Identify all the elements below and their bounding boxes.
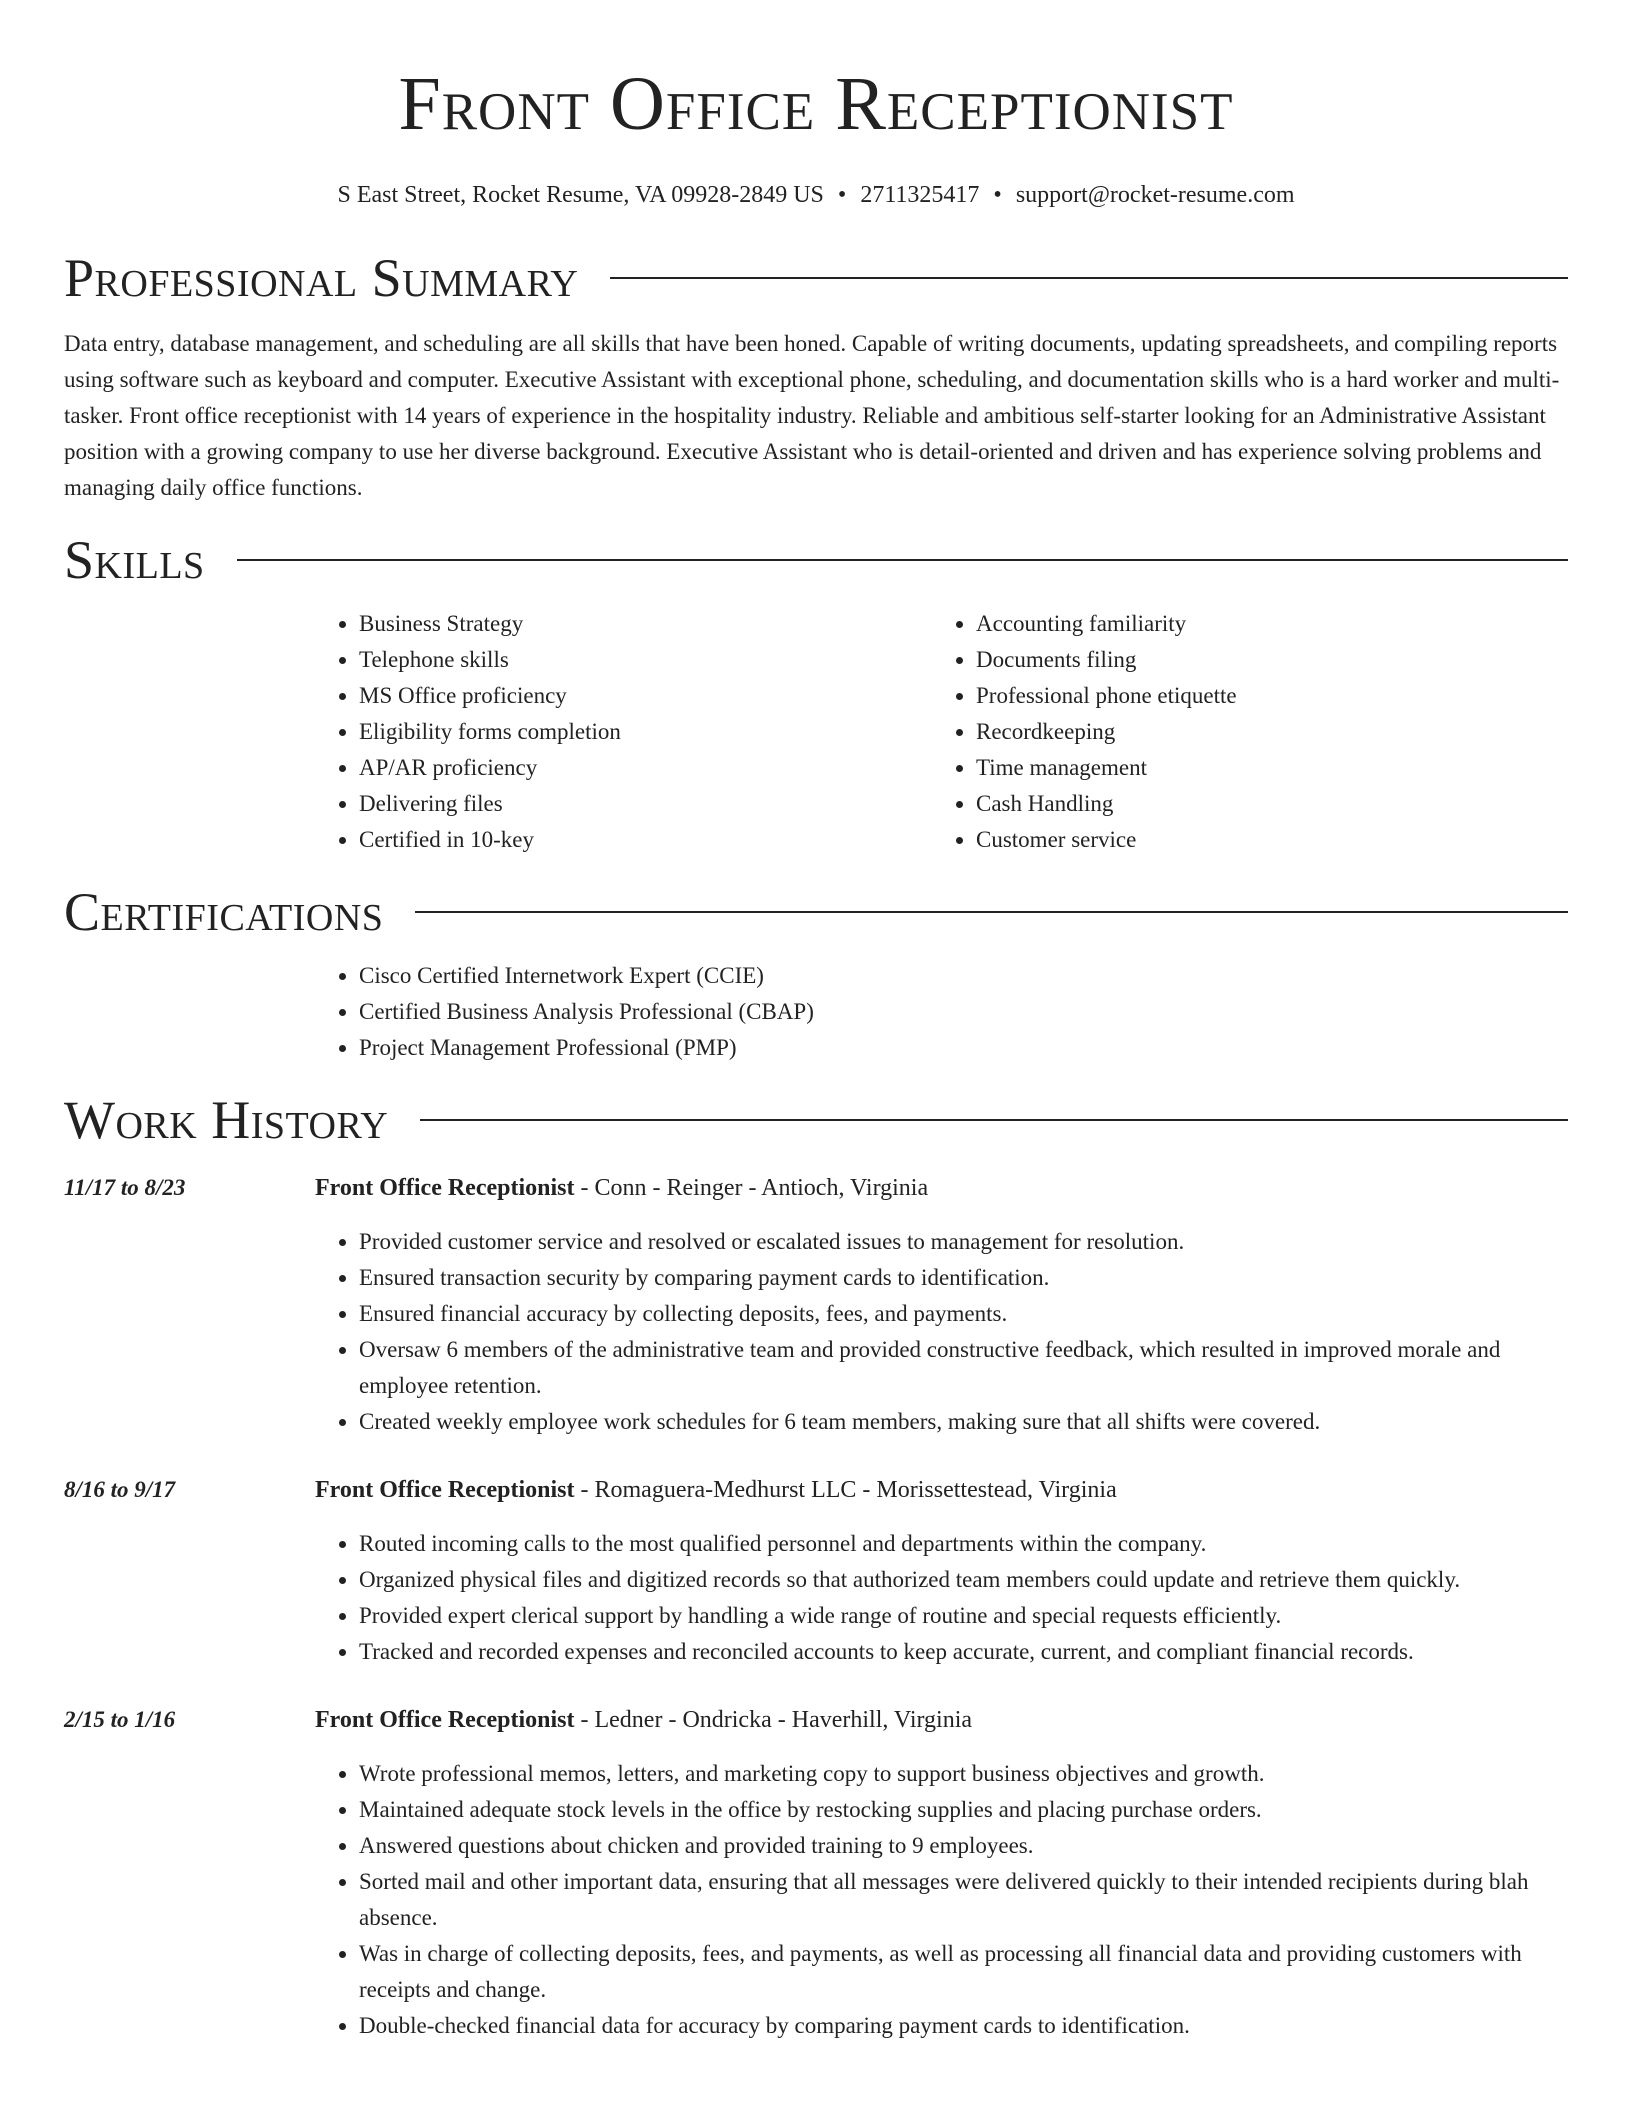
work-history-list bbox=[64, 1170, 1568, 2044]
section-divider bbox=[415, 911, 1568, 913]
list-item: • Accounting familiarity bbox=[976, 606, 1549, 642]
skills-column-right bbox=[932, 606, 1549, 858]
list-item: • Cash Handling bbox=[976, 786, 1549, 822]
skills-section-header bbox=[64, 528, 1568, 592]
job-content bbox=[315, 1472, 1568, 1670]
section-divider bbox=[610, 277, 1568, 279]
list-item: • AP/AR proficiency bbox=[359, 750, 932, 786]
job-company-location: - Ledner - Ondricka - Haverhill, Virginia bbox=[574, 1707, 973, 1733]
list-item: • Time management bbox=[976, 750, 1549, 786]
job-bullets bbox=[315, 1756, 1568, 2044]
job-bullets bbox=[315, 1526, 1568, 1670]
list-item: • Sorted mail and other important data, ensuring that all messages were delivered quickly to their intended recipients during blah absence. bbox=[359, 1864, 1568, 1936]
list-item: • Telephone skills bbox=[359, 642, 932, 678]
job-title-line bbox=[315, 1170, 1568, 1206]
job-bullets bbox=[315, 1224, 1568, 1440]
job-company-location: - Conn - Reinger - Antioch, Virginia bbox=[574, 1175, 929, 1201]
list-item: • Provided customer service and resolved or escalated issues to management for resolution. bbox=[359, 1224, 1568, 1260]
list-item: • Eligibility forms completion bbox=[359, 714, 932, 750]
list-item: • Project Management Professional (PMP) bbox=[359, 1030, 1568, 1066]
list-item: • Created weekly employee work schedules for 6 team members, making sure that all shifts were covered. bbox=[359, 1404, 1568, 1440]
summary-section-header bbox=[64, 246, 1568, 310]
job-title-line bbox=[315, 1702, 1568, 1738]
list-item: • MS Office proficiency bbox=[359, 678, 932, 714]
skills-heading: Skills bbox=[64, 530, 205, 590]
job-entry bbox=[64, 1170, 1568, 1440]
section-divider bbox=[237, 559, 1568, 561]
contact-email: support@rocket-resume.com bbox=[1015, 182, 1295, 208]
contact-separator: • bbox=[993, 182, 1002, 208]
job-content bbox=[315, 1702, 1568, 2044]
work-section-header bbox=[64, 1088, 1568, 1152]
list-item: • Double-checked financial data for accuracy by comparing payment cards to identification. bbox=[359, 2008, 1568, 2044]
work-heading: Work History bbox=[64, 1090, 389, 1150]
skills-list-right bbox=[932, 606, 1549, 858]
list-item: • Certified Business Analysis Professional (CBAP) bbox=[359, 994, 1568, 1030]
list-item: • Ensured transaction security by comparing payment cards to identification. bbox=[359, 1260, 1568, 1296]
job-dates: 8/16 to 9/17 bbox=[64, 1477, 176, 1502]
list-item: • Maintained adequate stock levels in the office by restocking supplies and placing purchase orders. bbox=[359, 1792, 1568, 1828]
summary-heading: Professional Summary bbox=[64, 248, 579, 308]
job-dates: 2/15 to 1/16 bbox=[64, 1707, 176, 1732]
job-title-line bbox=[315, 1472, 1568, 1508]
list-item: • Documents filing bbox=[976, 642, 1549, 678]
list-item: • Was in charge of collecting deposits, fees, and payments, as well as processing all financial data and providing customers with receipts and change. bbox=[359, 1936, 1568, 2008]
skills-grid bbox=[315, 606, 1568, 858]
contact-phone: 2711325417 bbox=[860, 182, 980, 208]
list-item: • Answered questions about chicken and provided training to 9 employees. bbox=[359, 1828, 1568, 1864]
job-content bbox=[315, 1170, 1568, 1440]
contact-separator: • bbox=[837, 182, 847, 208]
list-item: • Ensured financial accuracy by collecting deposits, fees, and payments. bbox=[359, 1296, 1568, 1332]
list-item: • Organized physical files and digitized records so that authorized team members could update and retrieve them quickly. bbox=[359, 1562, 1568, 1598]
job-title: Front Office Receptionist bbox=[315, 1477, 575, 1503]
certifications-list bbox=[315, 958, 1568, 1066]
job-entry bbox=[64, 1702, 1568, 2044]
section-divider bbox=[420, 1119, 1568, 1121]
list-item: • Provided expert clerical support by handling a wide range of routine and special requests efficiently. bbox=[359, 1598, 1568, 1634]
job-company-location: - Romaguera-Medhurst LLC - Morissettestead, Virginia bbox=[574, 1477, 1117, 1503]
list-item: • Delivering files bbox=[359, 786, 932, 822]
resume-title: Front Office Receptionist bbox=[398, 62, 1234, 146]
list-item: • Business Strategy bbox=[359, 606, 932, 642]
certifications-section-header bbox=[64, 880, 1568, 944]
list-item: • Certified in 10-key bbox=[359, 822, 932, 858]
contact-line bbox=[64, 180, 1568, 210]
job-title: Front Office Receptionist bbox=[315, 1175, 575, 1201]
contact-address: S East Street, Rocket Resume, VA 09928-2849 US bbox=[337, 182, 824, 208]
list-item: • Oversaw 6 members of the administrative team and provided constructive feedback, which resulted in improved morale and employee retention. bbox=[359, 1332, 1568, 1404]
list-item: • Cisco Certified Internetwork Expert (CCIE) bbox=[359, 958, 1568, 994]
job-dates: 11/17 to 8/23 bbox=[64, 1175, 186, 1200]
list-item: • Tracked and recorded expenses and reconciled accounts to keep accurate, current, and compliant financial records. bbox=[359, 1634, 1568, 1670]
summary-text: Data entry, database management, and scheduling are all skills that have been honed. Capable of writing documents, updating spreadsheets, and compiling reports using software such as keyboard and computer. Executive Assistant with exceptional phone, scheduling, and documentation skills who is a hard worker and multi-tasker. Front office receptionist with 14 years of experience in the hospitality industry. Reliable and ambitious self-starter looking for an Administrative Assistant position with a growing company to use her diverse background. Executive Assistant who is detail-oriented and driven and has experience solving problems and managing daily office functions. bbox=[64, 331, 1560, 500]
job-title: Front Office Receptionist bbox=[315, 1707, 575, 1733]
skills-list-left bbox=[315, 606, 932, 858]
list-item: • Routed incoming calls to the most qualified personnel and departments within the company. bbox=[359, 1526, 1568, 1562]
list-item: • Recordkeeping bbox=[976, 714, 1549, 750]
list-item: • Professional phone etiquette bbox=[976, 678, 1549, 714]
job-entry bbox=[64, 1472, 1568, 1670]
list-item: • Wrote professional memos, letters, and marketing copy to support business objectives and growth. bbox=[359, 1756, 1568, 1792]
list-item: • Customer service bbox=[976, 822, 1549, 858]
certifications-heading: Certifications bbox=[64, 882, 384, 942]
certifications-block bbox=[315, 958, 1568, 1066]
skills-column-left bbox=[315, 606, 932, 858]
